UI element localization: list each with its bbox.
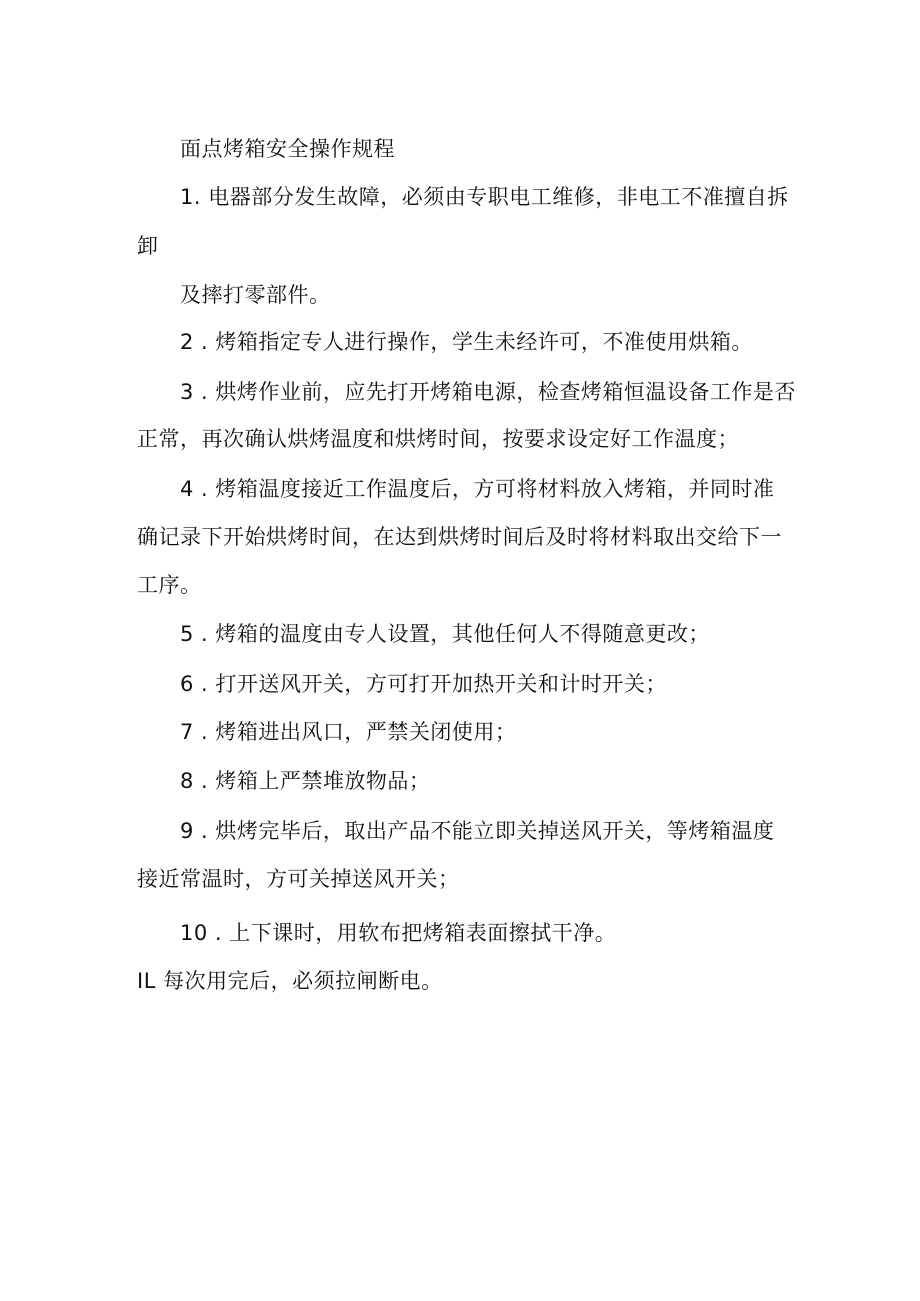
rule-4-line-3: 工序。 [137, 573, 202, 597]
rule-1-line-3: 及摔打零部件。 [180, 283, 331, 307]
rule-11-line-1: IL 每次用完后，必须拉闸断电。 [137, 969, 443, 993]
rule-8-line-1: 8 . 烤箱上严禁堆放物品； [180, 769, 431, 793]
rule-10-line-1: 10 . 上下课时，用软布把烤箱表面擦拭干净。 [180, 921, 617, 945]
rule-5-line-1: 5 . 烤箱的温度由专人设置，其他任何人不得随意更改； [180, 622, 710, 646]
rule-9-line-1: 9 . 烘烤完毕后，取出产品不能立即关掉送风开关，等烤箱温度 [180, 819, 775, 843]
document-title: 面点烤箱安全操作规程 [180, 137, 395, 161]
rule-3-line-1: 3 . 烘烤作业前，应先打开烤箱电源，检查烤箱恒温设备工作是否 [180, 380, 796, 404]
rule-4-line-2: 确记录下开始烘烤时间，在达到烘烤时间后及时将材料取出交给下一 [137, 525, 782, 549]
rule-4-line-1: 4 . 烤箱温度接近工作温度后，方可将材料放入烤箱，并同时准 [180, 477, 775, 501]
rule-1-line-2: 卸 [137, 234, 159, 258]
rule-3-line-2: 正常，再次确认烘烤温度和烘烤时间，按要求设定好工作温度； [137, 427, 739, 451]
rule-7-line-1: 7 . 烤箱进出风口，严禁关闭使用； [180, 720, 517, 744]
rule-1-line-1: 1. 电器部分发生故障，必须由专职电工维修，非电工不准擅自拆 [180, 185, 789, 209]
rule-6-line-1: 6 . 打开送风开关，方可打开加热开关和计时开关； [180, 672, 667, 696]
rule-2-line-1: 2 . 烤箱指定专人进行操作，学生未经许可，不准使用烘箱。 [180, 330, 753, 354]
rule-9-line-2: 接近常温时，方可关掉送风开关； [137, 867, 460, 891]
